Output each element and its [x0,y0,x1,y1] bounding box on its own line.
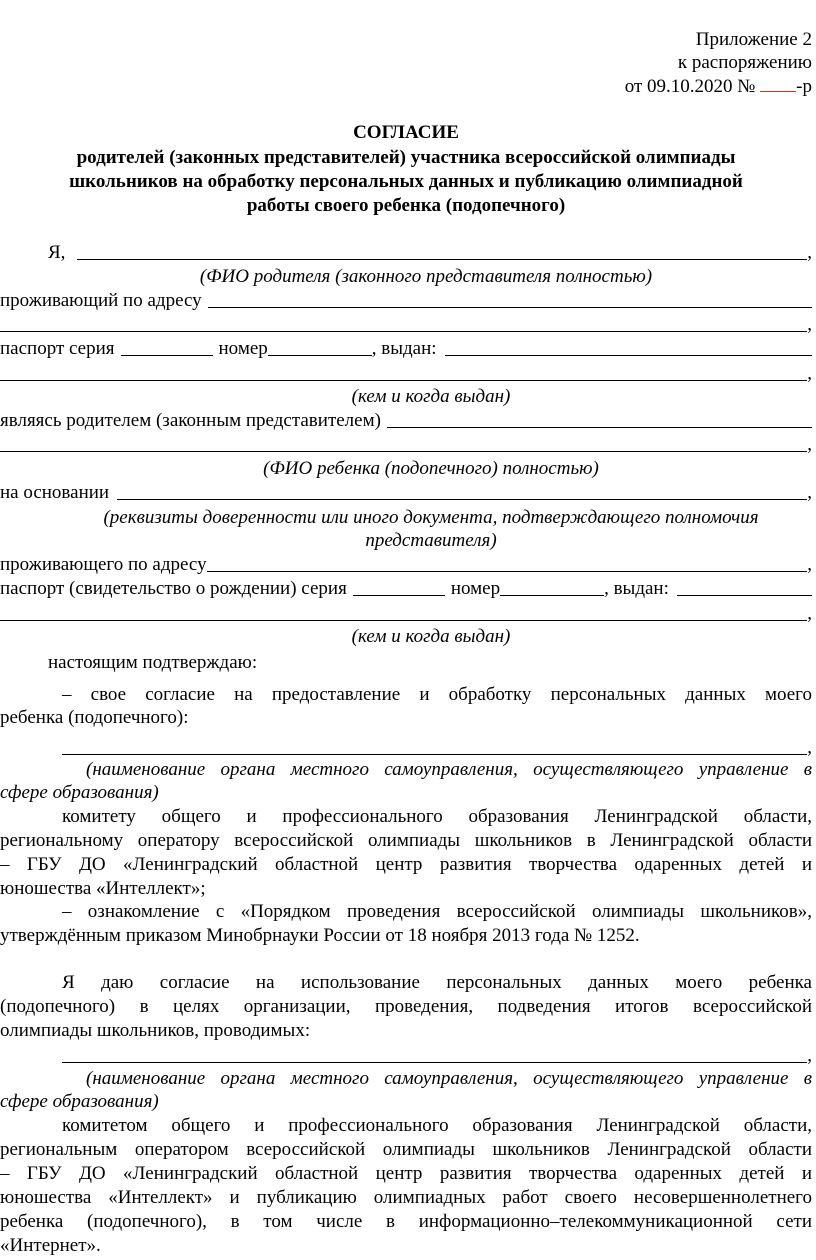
parent-name-hint: (ФИО родителя (законного представителя полностью) [199,266,653,287]
committee2-d: юношества «Интеллект» и публикацию олимпиадных работ своего несовершеннолетнего [0,1187,812,1208]
child-passport-series-field[interactable] [353,578,445,596]
committee2-c: – ГБУ ДО «Ленинградский областной центр развития творчества одаренных детей и [0,1163,812,1184]
address-row [0,289,812,312]
child-passport-issued-hint: (кем и когда выдан) [351,626,511,647]
address-row-2 [0,313,812,336]
org-row [62,736,812,759]
basis-field[interactable] [117,482,807,500]
header-date [0,74,812,98]
parent-of-row [0,409,812,432]
passport-number-field[interactable] [268,338,372,356]
committee2-a: комитетом общего и профессионального образования Ленинградской области, [62,1115,812,1136]
passport-issued-label: , выдан: [371,338,437,359]
consent-use-b: (подопечного) в целях организации, проведения, подведения итогов всероссийской [0,996,812,1017]
child-passport-issued-row-2 [0,602,812,625]
org-field[interactable] [62,737,807,755]
parent-of-label: являясь родителем (законным представителем) [0,410,381,431]
committee2-b: региональным оператором всероссийской олимпиады школьников Ленинградской области [0,1139,812,1160]
org2-hint-b: сфере образования) [0,1091,159,1112]
committee-c: – ГБУ ДО «Ленинградский областной центр развития творчества одаренных детей и [0,854,812,875]
passport-row [0,337,812,360]
org2-field[interactable] [62,1045,807,1063]
consent-use-a: Я даю согласие на использование персональных данных моего ребенка [62,972,812,993]
child-passport-number-label: номер [450,578,501,599]
basis-row [0,481,812,504]
basis-label: на основании [0,482,110,503]
org-hint-a: (наименование органа местного самоуправления, осуществляющего управление в [86,759,812,780]
child-name-field[interactable] [387,410,812,428]
child-name-field-2[interactable] [0,434,807,452]
child-name-hint: (ФИО ребенка (подопечного) полностью) [263,458,599,479]
comma: , [807,603,812,624]
committee2-f: «Интернет». [0,1235,101,1256]
passport-issued-field[interactable] [445,338,812,356]
comma: , [807,242,812,263]
consent-use-c: олимпиады школьников, проводимых: [0,1020,311,1041]
child-passport-issued-field-2[interactable] [0,603,807,621]
child-address-row [0,553,812,576]
committee2-e: ребенка (подопечного), в том числе в информационно–телекоммуникационной сети [0,1211,812,1232]
comma: , [807,434,812,455]
org2-hint-a: (наименование органа местного самоуправления, осуществляющего управление в [86,1068,812,1089]
header-date-suffix: -р [796,76,812,97]
passport-issued-field-2[interactable] [0,363,807,381]
comma: , [807,737,812,758]
child-address-label: проживающего по адресу [0,554,207,575]
doc-subtitle-1: родителей (законных представителей) участника всероссийской олимпиады [76,147,736,168]
header-order: к распоряжению [677,52,812,73]
address-label: проживающий по адресу [0,290,202,311]
doc-subtitle-2: школьников на обработку персональных данных и публикацию олимпиадной [69,171,743,192]
committee-d: юношества «Интеллект»; [0,878,206,899]
child-passport-row [0,577,812,600]
comma: , [807,554,812,575]
ya-label: Я, [48,242,66,263]
passport-number-label: номер [218,338,268,359]
passport-series-label: паспорт серия [0,338,115,359]
basis-hint-1: (реквизиты доверенности или иного документа, подтверждающего полномочия [103,507,759,528]
child-passport-issued-field[interactable] [677,578,812,596]
comma: , [807,482,812,503]
parent-name-field[interactable] [77,242,807,260]
passport-issued-hint: (кем и когда выдан) [351,386,511,407]
child-passport-number-field[interactable] [500,578,604,596]
comma: , [807,1045,812,1066]
org2-row [62,1044,812,1067]
address-field[interactable] [208,290,812,308]
child-name-row-2 [0,433,812,456]
passport-issued-row-2 [0,362,812,385]
org-hint-b: сфере образования) [0,782,159,803]
doc-subtitle-3: работы своего ребенка (подопечного) [246,195,566,216]
child-address-field[interactable] [207,554,808,572]
address-field-2[interactable] [0,314,807,332]
consent-item-1-b: ребенка (подопечного): [0,707,189,728]
passport-series-field[interactable] [121,338,213,356]
header-appendix: Приложение 2 [695,29,812,50]
child-passport-issued-label: , выдан: [604,578,669,599]
committee-a: комитету общего и профессионального образования Ленинградской области, [62,806,812,827]
consent-item-2-b: утверждённым приказом Минобрнауки России от 18 ноября 2013 года № 1252. [0,925,640,946]
basis-hint-2: представителя) [365,530,497,551]
comma: , [807,314,812,335]
consent-item-1-a: – свое согласие на предоставление и обработку персональных данных моего [62,684,812,705]
parent-name-row [48,241,812,264]
header-date-prefix: от 09.10.2020 № [624,76,756,97]
confirm-text: настоящим подтверждаю: [48,652,258,673]
consent-item-2-a: – ознакомление с «Порядком проведения всероссийской олимпиады школьников», [62,901,812,922]
child-passport-label: паспорт (свидетельство о рождении) серия [0,578,347,599]
comma: , [807,363,812,384]
doc-title: СОГЛАСИЕ [353,122,459,143]
committee-b: региональному оператору всероссийской олимпиады школьников в Ленинградской области [0,830,812,851]
order-number-blank[interactable] [760,74,796,92]
